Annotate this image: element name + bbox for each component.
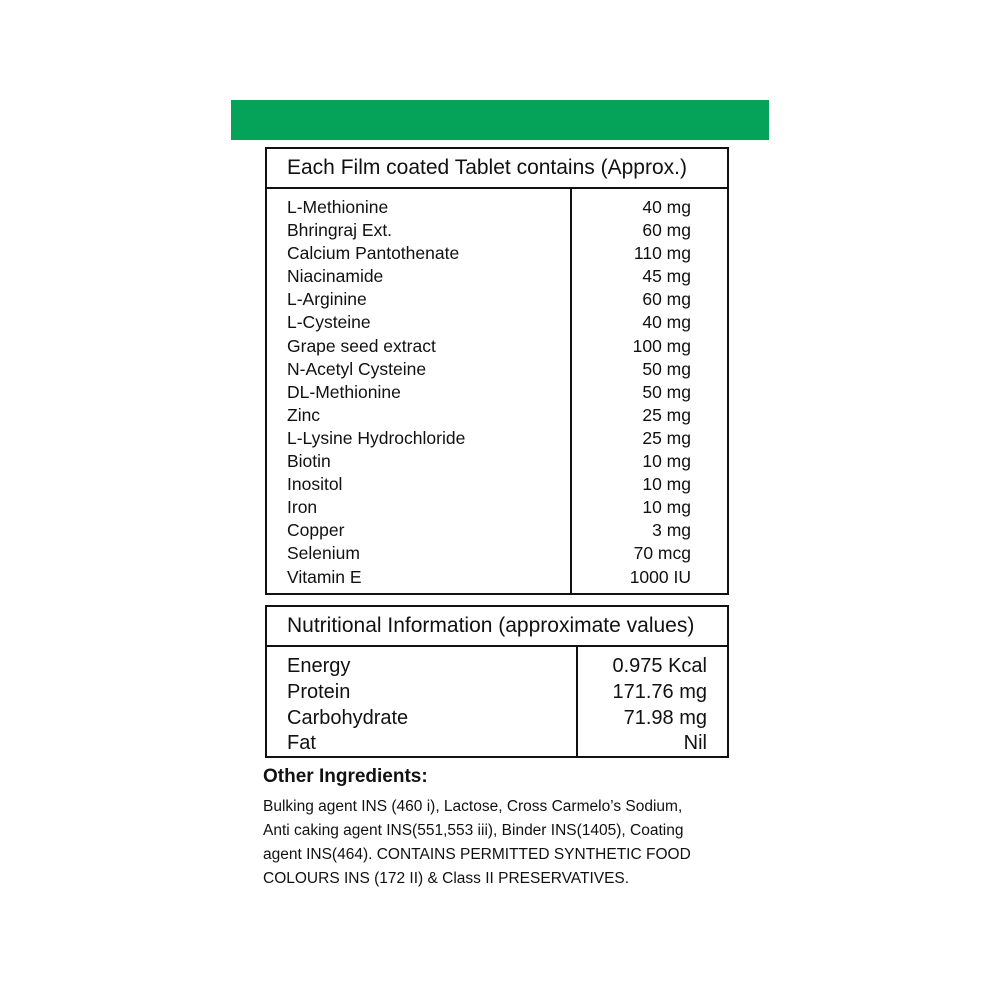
ingredient-value: 60 mg	[642, 289, 691, 310]
ingredient-name: Biotin	[287, 451, 331, 472]
nutrition-value-column	[578, 647, 727, 758]
ingredient-value: 50 mg	[642, 358, 691, 379]
ingredient-value: Nil	[683, 732, 707, 755]
ingredient-name: Fat	[287, 732, 316, 755]
ingredient-name: Carbohydrate	[287, 706, 409, 729]
nutrition-name-column	[267, 647, 578, 758]
ingredient-name: Calcium Pantothenate	[287, 243, 460, 264]
ingredient-value: 10 mg	[642, 497, 691, 518]
ingredient-name: Selenium	[287, 543, 360, 564]
ingredient-value: 110 mg	[633, 243, 691, 264]
other-ingredients-line: Anti caking agent INS(551,553 iii), Binder INS(1405), Coating	[263, 822, 684, 839]
ingredient-value: 70 mcg	[633, 543, 691, 564]
other-ingredients-line: agent INS(464). CONTAINS PERMITTED SYNTHETIC FOOD	[263, 846, 691, 863]
other-ingredients-title: Other Ingredients:	[263, 766, 428, 787]
composition-body	[267, 189, 727, 595]
header-color-bar	[231, 100, 769, 140]
ingredient-name: Energy	[287, 655, 351, 677]
ingredient-name: L-Methionine	[287, 197, 389, 217]
composition-table	[265, 147, 729, 595]
ingredient-value: 10 mg	[642, 451, 691, 472]
ingredient-value: 25 mg	[642, 404, 691, 425]
ingredient-value: 1000 IU	[629, 566, 691, 587]
other-ingredients-text	[263, 795, 753, 891]
ingredient-name: Inositol	[287, 474, 343, 495]
composition-name-column	[267, 189, 572, 595]
ingredient-name: Iron	[287, 497, 318, 518]
ingredient-value: 10 mg	[642, 474, 691, 495]
ingredient-value: 0.975 Kcal	[612, 655, 707, 677]
ingredient-name: Vitamin E	[287, 566, 362, 587]
nutrition-body	[267, 647, 727, 758]
ingredient-value: 25 mg	[642, 427, 691, 448]
ingredient-value: 171.76 mg	[612, 680, 707, 703]
ingredient-value: 45 mg	[642, 266, 691, 287]
ingredient-name: N-Acetyl Cysteine	[287, 358, 427, 379]
ingredient-name: DL-Methionine	[287, 381, 401, 402]
ingredient-value: 100 mg	[632, 335, 691, 356]
nutrition-table	[265, 605, 729, 758]
ingredient-name: Bhringraj Ext.	[287, 220, 393, 241]
ingredient-name: Copper	[287, 520, 345, 541]
ingredient-name: Protein	[287, 680, 351, 703]
ingredient-name: L-Lysine Hydrochloride	[287, 427, 466, 448]
ingredient-value: 50 mg	[642, 381, 691, 402]
ingredient-value: 60 mg	[642, 220, 691, 241]
ingredient-value: 71.98 mg	[623, 706, 707, 729]
other-ingredients-line: Bulking agent INS (460 i), Lactose, Cross Carmelo’s Sodium,	[263, 798, 683, 815]
ingredient-name: Niacinamide	[287, 266, 384, 287]
ingredient-value: 3 mg	[652, 520, 691, 541]
ingredient-name: Zinc	[287, 404, 321, 425]
ingredient-name: L-Arginine	[287, 289, 367, 310]
nutrition-title: Nutritional Information (approximate values)	[267, 607, 727, 647]
ingredient-value: 40 mg	[642, 197, 691, 217]
ingredient-name: L-Cysteine	[287, 312, 371, 333]
ingredient-name: Grape seed extract	[287, 335, 436, 356]
composition-title: Each Film coated Tablet contains (Approx.)	[267, 149, 727, 189]
ingredient-value: 40 mg	[642, 312, 691, 333]
composition-value-column	[572, 189, 727, 595]
other-ingredients-line: COLOURS INS (172 II) & Class II PRESERVATIVES.	[263, 870, 630, 887]
